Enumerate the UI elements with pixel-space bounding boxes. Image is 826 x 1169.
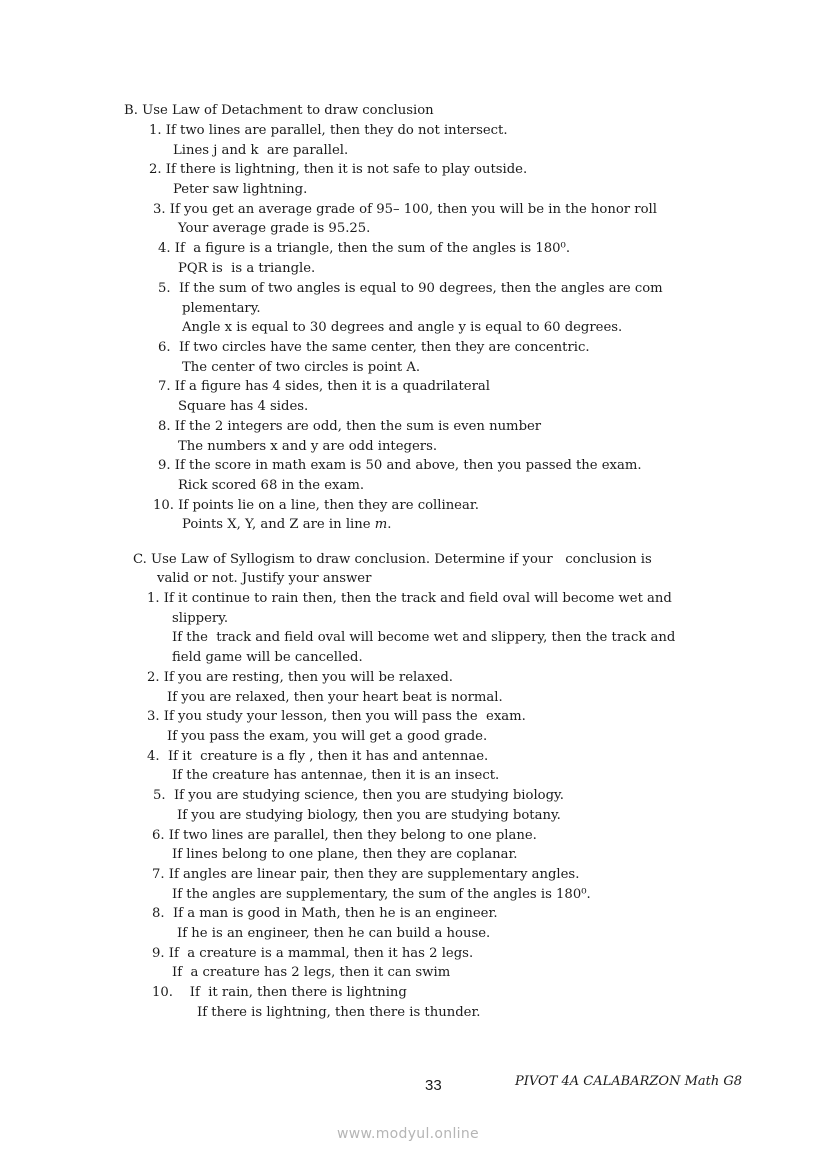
section-c-heading: valid or not. Justify your answer bbox=[157, 571, 372, 586]
list-item: field game will be cancelled. bbox=[172, 650, 363, 665]
list-item bbox=[182, 517, 391, 533]
list-item: 1. If it continue to rain then, then the track and field oval will become wet and bbox=[147, 591, 672, 606]
list-item: Square has 4 sides. bbox=[178, 399, 309, 414]
footer-title: PIVOT 4A CALABARZON Math G8 bbox=[515, 1074, 743, 1089]
list-item: Angle x is equal to 30 degrees and angle y is equal to 60 degrees. bbox=[182, 320, 623, 335]
list-item: 2. If there is lightning, then it is not safe to play outside. bbox=[149, 162, 528, 177]
list-item: If you are studying biology, then you are studying botany. bbox=[177, 808, 561, 823]
line-variable: m bbox=[374, 517, 388, 532]
list-item: If the angles are supplementary, the sum of the angles is 180⁰. bbox=[172, 887, 591, 902]
section-c-heading: C. Use Law of Syllogism to draw conclusion. Determine if your conclusion is bbox=[133, 552, 652, 567]
list-item: If the track and field oval will become wet and slippery, then the track and bbox=[172, 630, 676, 645]
list-item: 3. If you get an average grade of 95– 100, then you will be in the honor roll bbox=[153, 202, 657, 217]
list-item: Your average grade is 95.25. bbox=[178, 221, 371, 236]
list-item: Rick scored 68 in the exam. bbox=[178, 478, 365, 493]
list-item: 4. If it creature is a fly , then it has and antennae. bbox=[147, 749, 489, 764]
list-item: If you are relaxed, then your heart beat is normal. bbox=[167, 690, 503, 705]
watermark: www.modyul.online bbox=[337, 1126, 479, 1142]
list-item: Peter saw lightning. bbox=[173, 182, 308, 197]
list-item: The numbers x and y are odd integers. bbox=[178, 439, 438, 454]
list-item: 1. If two lines are parallel, then they do not intersect. bbox=[149, 123, 508, 138]
list-item: 2. If you are resting, then you will be relaxed. bbox=[147, 670, 453, 685]
list-item: 5. If the sum of two angles is equal to 90 degrees, then the angles are com bbox=[158, 281, 663, 296]
list-item: If lines belong to one plane, then they are coplanar. bbox=[172, 847, 518, 862]
list-item: Lines j and k are parallel. bbox=[173, 143, 349, 158]
list-item: 4. If a figure is a triangle, then the sum of the angles is 180⁰. bbox=[158, 241, 571, 256]
list-item: plementary. bbox=[182, 301, 261, 316]
list-item: The center of two circles is point A. bbox=[182, 360, 421, 375]
list-item: 7. If a figure has 4 sides, then it is a quadrilateral bbox=[158, 379, 490, 394]
list-item: 8. If a man is good in Math, then he is an engineer. bbox=[152, 906, 498, 921]
list-item: If he is an engineer, then he can build a house. bbox=[177, 926, 491, 941]
list-item: 6. If two circles have the same center, then they are concentric. bbox=[158, 340, 590, 355]
line-end: . bbox=[387, 517, 392, 532]
list-item: slippery. bbox=[172, 611, 229, 626]
list-item: 10. If points lie on a line, then they are collinear. bbox=[153, 498, 479, 513]
list-item: If the creature has antennae, then it is an insect. bbox=[172, 768, 500, 783]
line-text: Points X, Y, and Z are in line bbox=[182, 517, 375, 532]
list-item: If a creature has 2 legs, then it can swim bbox=[172, 965, 451, 980]
list-item: If there is lightning, then there is thunder. bbox=[197, 1005, 481, 1020]
list-item: 3. If you study your lesson, then you will pass the exam. bbox=[147, 709, 526, 724]
list-item: 9. If a creature is a mammal, then it has 2 legs. bbox=[152, 946, 474, 961]
section-b-heading: B. Use Law of Detachment to draw conclusion bbox=[124, 103, 434, 118]
list-item: 7. If angles are linear pair, then they are supplementary angles. bbox=[152, 867, 580, 882]
list-item: 10. If it rain, then there is lightning bbox=[152, 985, 407, 1000]
list-item: 5. If you are studying science, then you are studying biology. bbox=[153, 788, 564, 803]
list-item: If you pass the exam, you will get a good grade. bbox=[167, 729, 488, 744]
page-number: 33 bbox=[425, 1077, 442, 1094]
list-item: 8. If the 2 integers are odd, then the sum is even number bbox=[158, 419, 542, 434]
list-item: 9. If the score in math exam is 50 and above, then you passed the exam. bbox=[158, 458, 642, 473]
list-item: 6. If two lines are parallel, then they belong to one plane. bbox=[152, 828, 537, 843]
list-item: PQR is is a triangle. bbox=[178, 261, 316, 276]
